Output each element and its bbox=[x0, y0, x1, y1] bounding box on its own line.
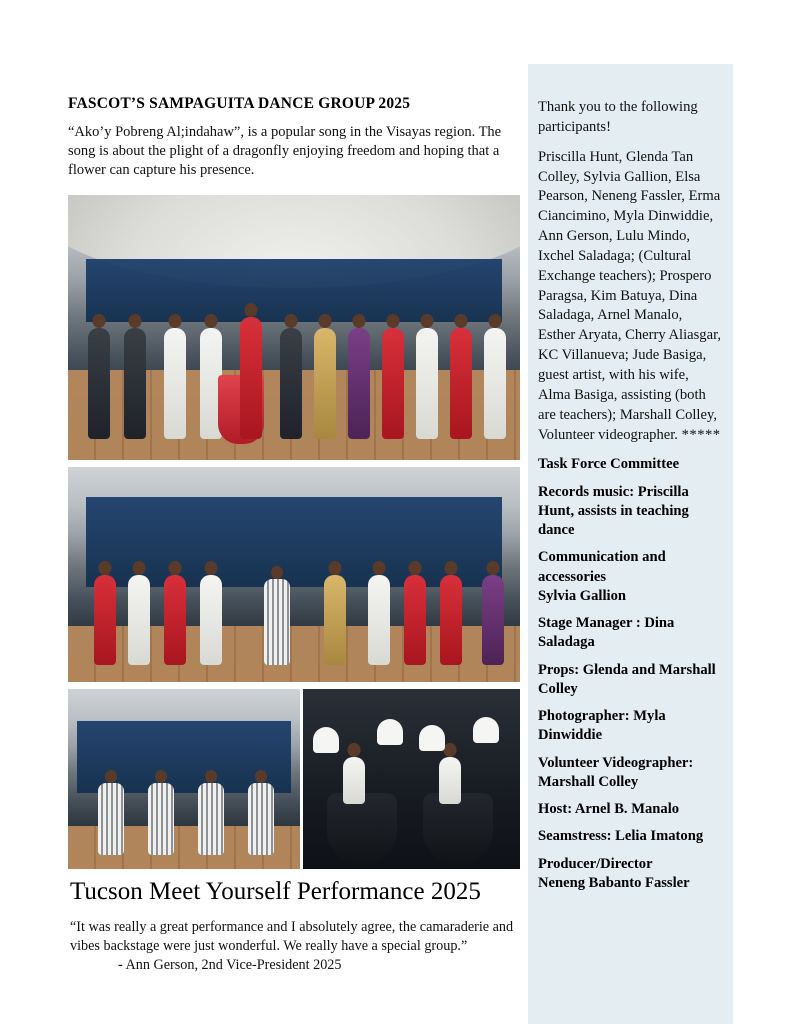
role-volunteer-videographer: Volunteer Videographer: Marshall Colley bbox=[538, 754, 694, 790]
performer-figure bbox=[450, 328, 472, 439]
role-photographer: Photographer: Myla Dinwiddie bbox=[538, 708, 666, 744]
center-dancer-figure bbox=[324, 575, 346, 665]
performer-figure bbox=[200, 575, 222, 665]
thanks-intro: Thank you to the following participants! bbox=[538, 99, 698, 135]
striped-skirt-dancer bbox=[198, 783, 224, 855]
striped-skirt-dancer bbox=[248, 783, 274, 855]
performer-figure bbox=[484, 328, 506, 439]
performer-figure bbox=[94, 575, 116, 665]
participants-sidebar bbox=[528, 64, 733, 1024]
task-force-title: Task Force Committee bbox=[538, 456, 680, 473]
hand-fan bbox=[419, 725, 445, 751]
participants-list bbox=[538, 148, 723, 446]
hand-fan bbox=[377, 719, 403, 745]
divider-stars: ***** bbox=[681, 426, 721, 443]
quote-text: “It was really a great performance and I absolutely agree, the camaraderie and vibes backstage were just wonderful. We really have a special group.” bbox=[70, 919, 514, 954]
fan-dancer-figure bbox=[327, 793, 397, 865]
performer-figure bbox=[280, 328, 302, 439]
hand-fan bbox=[313, 727, 339, 753]
striped-skirt-dancer bbox=[98, 783, 124, 855]
page-title: FASCOT’S SAMPAGUITA DANCE GROUP 2025 bbox=[68, 95, 411, 112]
role-props: Props: Glenda and Marshall Colley bbox=[538, 661, 716, 697]
striped-skirt-dancer bbox=[148, 783, 174, 855]
section-subtitle: Tucson Meet Yourself Performance 2025 bbox=[70, 878, 481, 905]
performer-figure bbox=[124, 328, 146, 439]
role-seamstress: Seamstress: Lelia Imatong bbox=[538, 828, 704, 845]
striped-skirt-dancers-photo bbox=[68, 689, 300, 869]
performer-figure bbox=[164, 575, 186, 665]
performer-figure bbox=[88, 328, 110, 439]
dancer-torso bbox=[439, 757, 461, 804]
performer-figure bbox=[382, 328, 404, 439]
lead-paragraph: “Ako’y Pobreng Al;indahaw”, is a popular song in the Visayas region. The song is about the plight of a dragonfly enjoying freedom and hoping that a flower can capture his presence. bbox=[68, 124, 502, 179]
seated-performer-figure bbox=[482, 575, 504, 665]
role-host: Host: Arnel B. Manalo bbox=[538, 801, 680, 818]
performer-figure bbox=[404, 575, 426, 665]
role-records-music: Records music: Priscilla Hunt, assists in teaching dance bbox=[538, 483, 689, 539]
sampaguita-dance-group-stage-photo bbox=[68, 195, 520, 460]
role-communication: Communication and accessories Sylvia Gallion bbox=[538, 549, 666, 604]
stage-backdrop-banner bbox=[86, 497, 502, 587]
dancer-torso bbox=[343, 757, 365, 804]
performer-figure bbox=[416, 328, 438, 439]
quote-attribution: - Ann Gerson, 2nd Vice-President 2025 bbox=[118, 956, 342, 973]
performer-figure bbox=[440, 575, 462, 665]
performer-figure bbox=[348, 328, 370, 439]
role-stage-manager: Stage Manager : Dina Saladaga bbox=[538, 615, 675, 651]
article-header-block bbox=[68, 95, 518, 190]
performer-figure bbox=[164, 328, 186, 439]
performer-figure bbox=[128, 575, 150, 665]
role-producer-director: Producer/Director Neneng Babanto Fassler bbox=[538, 855, 690, 891]
performer-figure bbox=[314, 328, 336, 439]
fan-dancer-figure bbox=[423, 793, 493, 865]
dancers-performing-photo bbox=[68, 467, 520, 682]
stage-backdrop-banner bbox=[86, 259, 502, 323]
performer-figure bbox=[368, 575, 390, 665]
fan-dancers-photo bbox=[303, 689, 520, 869]
participants-names: Priscilla Hunt, Glenda Tan Colley, Sylvia Gallion, Elsa Pearson, Neneng Fassler, Erma Ciancimino, Myla Dinwiddie, Ann Gerson, Lulu Mindo, Ixchel Saladaga; (Cultural Exchange teachers); Prospero Paragsa, Kim Batuya, Dina Saladaga, Arnel Manalo, Esther Aryata, Cherry Aliasgar, KC Villanueva; Jude Basiga, guest artist, with his wife, Alma Basiga, assisting (both are teachers); Marshall Colley, Volunteer videographer. bbox=[538, 148, 721, 443]
striped-skirt-dancer bbox=[264, 579, 290, 665]
lead-dancer-figure bbox=[240, 317, 262, 439]
pull-quote bbox=[70, 918, 522, 975]
hand-fan bbox=[473, 717, 499, 743]
